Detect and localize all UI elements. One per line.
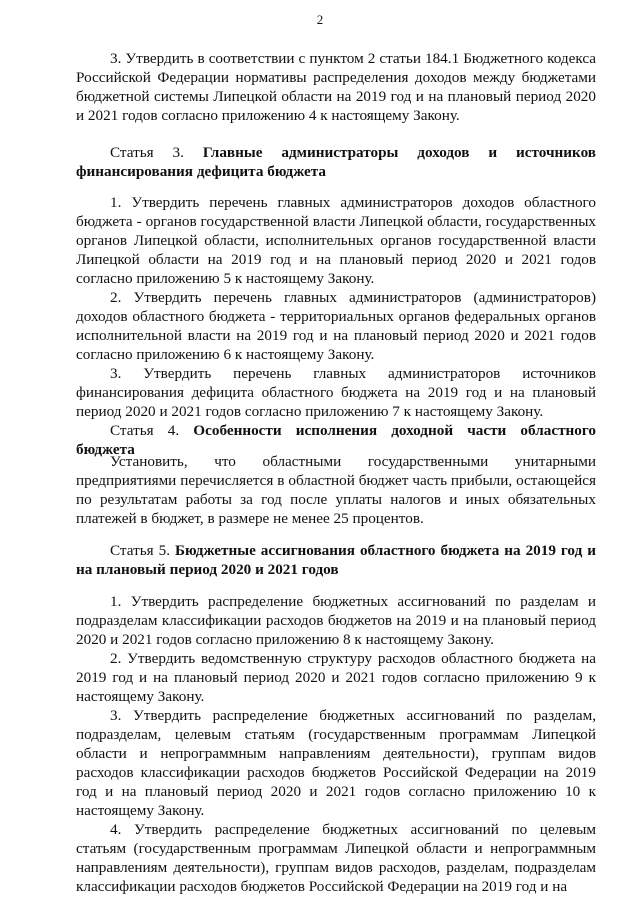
article-4-title: Особенности исполнения доходной части областного бюджета [76,422,597,458]
article-5-item-4: 4. Утвердить распределение бюджетных ассигнований по целевым статьям (государственным программам Липецкой области и непрограммным направлениям деятельности), группам видов расходов, разделам, подразделам классификации расходов бюджетов Российской Федерации на 2019 год и на [76,821,596,895]
article-5-item-2: 2. Утвердить ведомственную структуру расходов областного бюджета на 2019 год и на плановый период 2020 и 2021 годов согласно приложению 9 к настоящему Закону. [76,650,596,705]
article-5-item-1: 1. Утвердить распределение бюджетных ассигнований по разделам и подразделам классификации расходов бюджетов на 2019 и на плановый период 2020 и 2021 годов согласно приложению 8 к настоящему Закону. [76,593,596,648]
article-5-title: Бюджетные ассигнования областного бюджета на 2019 год и на плановый период 2020 и 2021 годов [76,542,596,578]
article-3-title: Главные администраторы доходов и источников финансирования дефицита бюджета [76,144,597,180]
article-3-item-3: 3. Утвердить перечень главных администраторов источников финансирования дефицита областного бюджета на 2019 год и на плановый период 2020 и 2021 годов согласно приложению 7 к настоящему Закону. [76,365,596,420]
clause-3-paragraph: 3. Утвердить в соответствии с пунктом 2 статьи 184.1 Бюджетного кодекса Российской Федерации нормативы распределения доходов между бюджетами бюджетной системы Липецкой области на 2019 год и на плановый период 2020 и 2021 годов согласно приложению 4 к настоящему Закону. [76,50,596,124]
article-4-number: Статья 4. [110,422,180,439]
article-5-item-3: 3. Утвердить распределение бюджетных ассигнований по разделам, подразделам, целевым статьям (государственным программам Липецкой области и непрограммным направлениям деятельности), группам видов расходов классификации расходов бюджетов Российской Федерации на 2019 год и на плановый период 2020 и 2021 годов согласно приложению 10 к настоящему Закону. [76,707,596,819]
article-5-body [76,592,596,896]
article-3-number: Статья 3. [110,144,184,161]
page-number: 2 [316,12,324,27]
article-3-item-1: 1. Утвердить перечень главных администраторов доходов областного бюджета - органов государственной власти Липецкой области, государственных органов Липецкой области, исполнительных органов государственной власти Липецкой области на 2019 год и на плановый период 2020 и 2021 годов согласно приложению 5 к настоящему Закону. [76,194,596,287]
article-3-heading [76,143,596,181]
article-3-body [76,193,596,421]
article-4-text: Установить, что областными государственными унитарными предприятиями перечисляется в областной бюджет часть прибыли, остающейся по результатам работы за год после уплаты налогов и иных обязательных платежей в бюджет, в размере не менее 25 процентов. [76,453,596,527]
article-4-body [76,452,596,528]
clause-3-block [76,49,596,125]
article-3-item-2: 2. Утвердить перечень главных администраторов (администраторов) доходов областного бюджета - территориальных органов федеральных органов исполнительной власти на 2019 год и на плановый период 2020 и 2021 годов согласно приложению 6 к настоящему Закону. [76,289,596,363]
article-5-heading [76,541,596,579]
article-5-number: Статья 5. [110,542,171,559]
